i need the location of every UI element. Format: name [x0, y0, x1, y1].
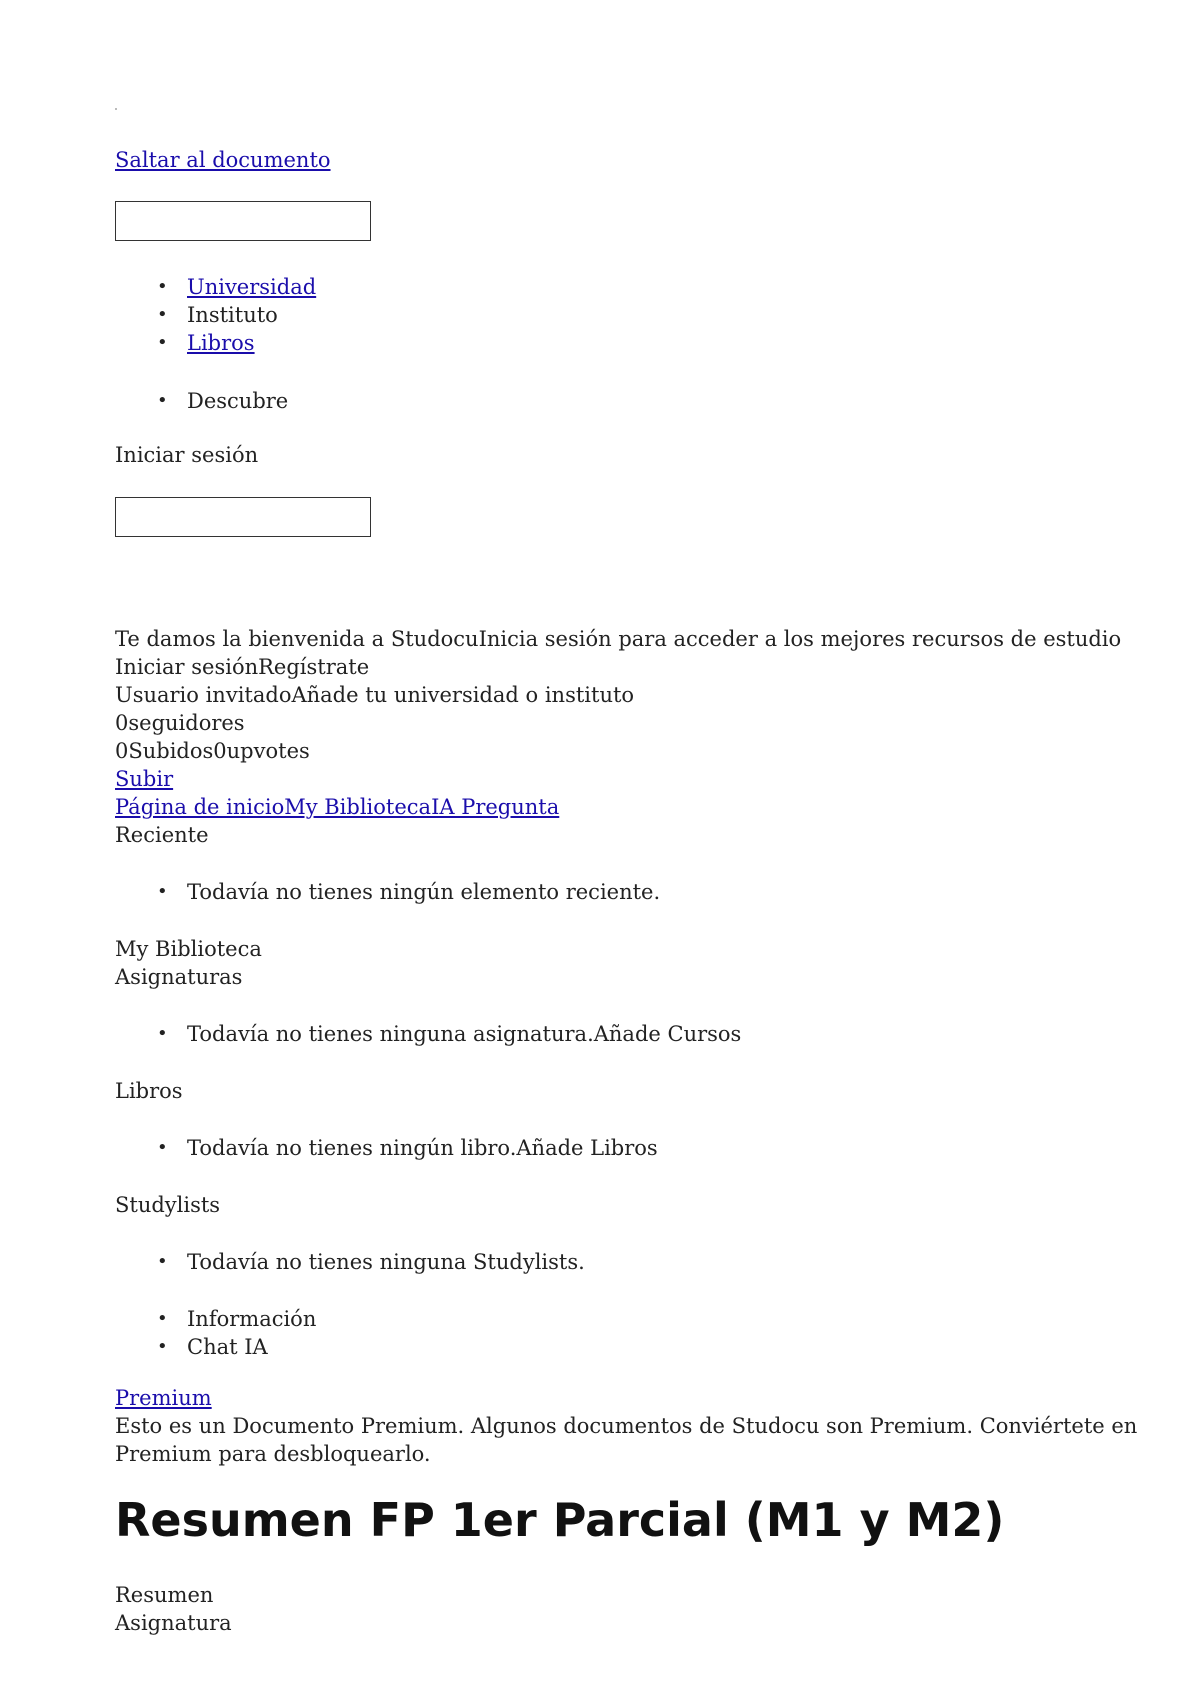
secondary-input[interactable]: [115, 497, 371, 537]
studylists-empty-item: [115, 1248, 585, 1276]
recent-empty-text: Todavía no tienes ningún elemento reciente.: [187, 880, 661, 904]
recent-heading: Reciente: [115, 823, 209, 847]
upload-link[interactable]: Subir: [115, 767, 174, 791]
studylists-heading: Studylists: [115, 1193, 221, 1217]
books-empty-text[interactable]: Todavía no tienes ningún libro.Añade Libros: [187, 1136, 658, 1160]
menu-item-informacion[interactable]: [115, 1305, 316, 1333]
subject-label: Asignatura: [115, 1611, 232, 1635]
nav-item-instituto[interactable]: [115, 301, 316, 329]
nav-link-libros[interactable]: Libros: [187, 331, 255, 355]
welcome-text: Te damos la bienvenida a StudocuInicia sesión para acceder a los mejores recursos de estudio: [115, 627, 1122, 651]
informacion-label[interactable]: Información: [187, 1307, 317, 1331]
menu-item-chat-ia[interactable]: [115, 1333, 316, 1361]
subjects-empty-text[interactable]: Todavía no tienes ninguna asignatura.Añade Cursos: [187, 1022, 742, 1046]
document-type: Resumen: [115, 1583, 214, 1607]
nav-item-universidad: [115, 273, 316, 301]
premium-link[interactable]: Premium: [115, 1386, 212, 1410]
studylists-list: [115, 1248, 585, 1276]
skip-to-document-link[interactable]: Saltar al documento: [115, 148, 331, 172]
discover-list: [115, 387, 288, 415]
studylists-empty-text: Todavía no tienes ninguna Studylists.: [187, 1250, 585, 1274]
extra-menu-list: [115, 1305, 316, 1361]
discover-label[interactable]: Descubre: [187, 389, 289, 413]
upload-stats: 0Subidos0upvotes: [115, 739, 310, 763]
nav-link-universidad[interactable]: Universidad: [187, 275, 317, 299]
subjects-list: [115, 1020, 741, 1048]
menu-links[interactable]: Página de inicioMy BibliotecaIA Pregunta: [115, 795, 560, 819]
library-heading: My Biblioteca: [115, 937, 262, 961]
premium-notice: Esto es un Documento Premium. Algunos documentos de Studocu son Premium. Conviértete en Premium para desbloquearlo.: [115, 1414, 1138, 1466]
nav-item-descubre[interactable]: [115, 387, 288, 415]
search-input[interactable]: [115, 201, 371, 241]
subjects-empty-item: [115, 1020, 741, 1048]
guest-user-text: Usuario invitadoAñade tu universidad o instituto: [115, 683, 635, 707]
nav-list: [115, 273, 316, 357]
books-list: [115, 1134, 658, 1162]
followers-count: 0seguidores: [115, 711, 245, 735]
books-empty-item: [115, 1134, 658, 1162]
nav-label-instituto[interactable]: Instituto: [187, 303, 278, 327]
subjects-heading: Asignaturas: [115, 965, 243, 989]
nav-item-libros: [115, 329, 316, 357]
chat-ia-label[interactable]: Chat IA: [187, 1335, 268, 1359]
books-heading: Libros: [115, 1079, 183, 1103]
login-register-text[interactable]: Iniciar sesiónRegístrate: [115, 655, 370, 679]
document-title: Resumen FP 1er Parcial (M1 y M2): [115, 1493, 1005, 1547]
recent-empty-item: [115, 878, 660, 906]
login-label[interactable]: Iniciar sesión: [115, 443, 259, 467]
recent-list: [115, 878, 660, 906]
tiny-dot: [115, 108, 117, 110]
